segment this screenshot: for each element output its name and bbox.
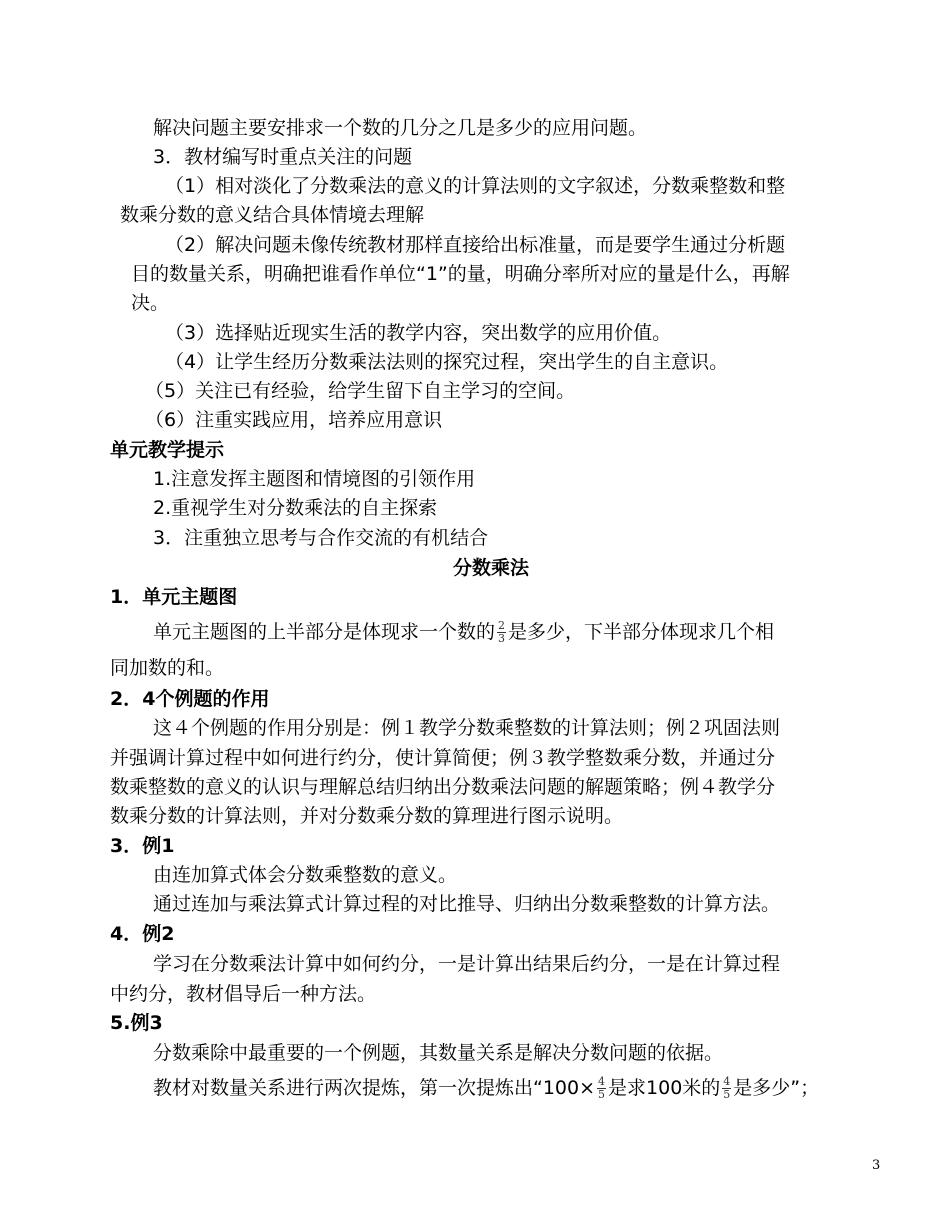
text-line bbox=[153, 618, 774, 646]
text-line: 数乘分数的意义结合具体情境去理解 bbox=[120, 204, 425, 226]
text-segment: 是多少，下半部分体现求几个相 bbox=[508, 621, 775, 643]
text-line: 由连加算式体会分数乘整数的意义。 bbox=[153, 864, 458, 886]
text-line: （3）选择贴近现实生活的教学内容，突出数学的应用价值。 bbox=[165, 322, 672, 344]
text-line: 目的数量关系，明确把谁看作单位“1”的量，明确分率所对应的量是什么，再解 bbox=[131, 263, 790, 285]
text-line: 通过连加与乘法算式计算过程的对比推导、归纳出分数乘整数的计算方法。 bbox=[153, 893, 781, 915]
text-line: 学习在分数乘法计算中如何约分，一是计算出结果后约分，一是在计算过程 bbox=[153, 953, 781, 975]
text-line bbox=[153, 1074, 819, 1102]
text-line: 2.重视学生对分数乘法的自主探索 bbox=[153, 497, 438, 519]
section-heading: 3．例1 bbox=[110, 835, 175, 857]
fraction-numerator: 4 bbox=[723, 1075, 731, 1088]
section-heading: 4．例2 bbox=[110, 923, 175, 945]
text-segment: 单元主题图的上半部分是体现求一个数的 bbox=[153, 621, 496, 643]
text-line: 并强调计算过程中如何进行约分，使计算简便；例３教学整数乘分数，并通过分 bbox=[110, 747, 776, 769]
text-line: （2）解决问题未像传统教材那样直接给出标准量，而是要学生通过分析题 bbox=[165, 234, 786, 256]
text-line: （4）让学生经历分数乘法法则的探究过程，突出学生的自主意识。 bbox=[165, 351, 729, 373]
fraction bbox=[722, 1076, 731, 1101]
section-heading: 2．4个例题的作用 bbox=[110, 688, 270, 710]
chapter-title: 分数乘法 bbox=[453, 557, 530, 579]
text-line: 3．教材编写时重点关注的问题 bbox=[153, 146, 413, 168]
text-segment: 是求100米的 bbox=[608, 1077, 721, 1099]
section-heading: 5.例3 bbox=[110, 1012, 163, 1034]
page-number: 3 bbox=[872, 1158, 881, 1173]
text-segment: 教材对数量关系进行两次提炼，第一次提炼出“100× bbox=[153, 1077, 596, 1099]
fraction-denominator: 5 bbox=[598, 1088, 606, 1101]
section-heading: 1．单元主题图 bbox=[110, 586, 238, 608]
text-line: 3．注重独立思考与合作交流的有机结合 bbox=[153, 527, 489, 549]
fraction bbox=[497, 620, 506, 645]
text-line: 同加数的和。 bbox=[110, 657, 225, 679]
text-line: 决。 bbox=[131, 292, 170, 314]
fraction-numerator: 4 bbox=[598, 1075, 606, 1088]
text-line: 中约分，教材倡导后一种方法。 bbox=[110, 983, 377, 1005]
text-line: 数乘分数的计算法则，并对分数乘分数的算理进行图示说明。 bbox=[110, 805, 624, 827]
text-line: 数乘整数的意义的认识与理解总结归纳出分数乘法问题的解题策略；例４教学分 bbox=[110, 776, 776, 798]
text-line: （5）关注已有经验，给学生留下自主学习的空间。 bbox=[145, 380, 576, 402]
text-segment: 是多少”； bbox=[733, 1077, 820, 1099]
fraction-numerator: 2 bbox=[498, 619, 506, 632]
text-line: 这４个例题的作用分别是：例１教学分数乘整数的计算法则；例２巩固法则 bbox=[153, 717, 781, 739]
text-line: （1）相对淡化了分数乘法的意义的计算法则的文字叙述，分数乘整数和整 bbox=[165, 175, 786, 197]
text-line: 分数乘除中最重要的一个例题，其数量关系是解决分数问题的依据。 bbox=[153, 1042, 724, 1064]
fraction bbox=[597, 1076, 606, 1101]
text-line: 解决问题主要安排求一个数的几分之几是多少的应用问题。 bbox=[153, 117, 648, 139]
text-line: 1.注意发挥主题图和情境图的引领作用 bbox=[153, 468, 476, 490]
fraction-denominator: 5 bbox=[723, 1088, 731, 1101]
fraction-denominator: 3 bbox=[498, 632, 506, 645]
section-heading: 单元教学提示 bbox=[110, 439, 225, 461]
text-line: （6）注重实践应用，培养应用意识 bbox=[145, 409, 443, 431]
